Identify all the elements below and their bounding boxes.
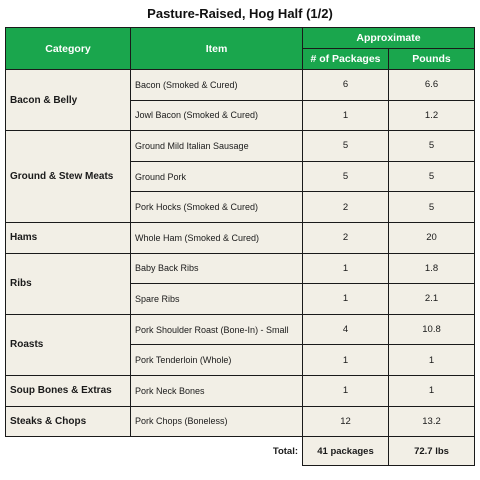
pounds-cell: 1 (389, 345, 475, 376)
category-cell: Hams (6, 222, 131, 253)
table-row (6, 131, 475, 162)
item-cell: Jowl Bacon (Smoked & Cured) (131, 100, 303, 131)
approximate-header: Approximate (303, 28, 475, 49)
total-label: Total: (131, 437, 303, 466)
packages-cell: 1 (303, 345, 389, 376)
packages-cell: 6 (303, 70, 389, 101)
pounds-cell: 1.8 (389, 253, 475, 284)
packages-cell: 5 (303, 131, 389, 162)
category-cell: Soup Bones & Extras (6, 375, 131, 406)
pounds-cell: 2.1 (389, 284, 475, 315)
item-cell: Pork Tenderloin (Whole) (131, 345, 303, 376)
packages-cell: 12 (303, 406, 389, 437)
pounds-cell: 1.2 (389, 100, 475, 131)
item-cell: Ground Mild Italian Sausage (131, 131, 303, 162)
pounds-cell: 5 (389, 131, 475, 162)
item-cell: Pork Shoulder Roast (Bone-In) - Small (131, 314, 303, 345)
pounds-cell: 5 (389, 161, 475, 192)
pounds-cell: 5 (389, 192, 475, 223)
category-cell: Ribs (6, 253, 131, 314)
table-row (6, 375, 475, 406)
total-pounds: 72.7 lbs (389, 437, 475, 466)
packages-cell: 2 (303, 192, 389, 223)
totals-spacer (6, 437, 131, 466)
packages-cell: 2 (303, 222, 389, 253)
table-row (6, 314, 475, 345)
pounds-header: Pounds (389, 49, 475, 70)
totals-row (6, 437, 475, 466)
table-row (6, 222, 475, 253)
item-cell: Bacon (Smoked & Cured) (131, 70, 303, 101)
item-cell: Pork Neck Bones (131, 375, 303, 406)
table-row (6, 70, 475, 101)
item-cell: Baby Back Ribs (131, 253, 303, 284)
packages-cell: 4 (303, 314, 389, 345)
pounds-cell: 13.2 (389, 406, 475, 437)
pounds-cell: 20 (389, 222, 475, 253)
item-cell: Whole Ham (Smoked & Cured) (131, 222, 303, 253)
page-title: Pasture-Raised, Hog Half (1/2) (147, 6, 333, 21)
category-cell: Steaks & Chops (6, 406, 131, 437)
total-packages: 41 packages (303, 437, 389, 466)
category-cell: Bacon & Belly (6, 70, 131, 131)
pounds-cell: 6.6 (389, 70, 475, 101)
packages-cell: 1 (303, 375, 389, 406)
table-body (6, 70, 475, 437)
item-header: Item (131, 28, 303, 70)
item-cell: Pork Chops (Boneless) (131, 406, 303, 437)
item-cell: Ground Pork (131, 161, 303, 192)
category-cell: Roasts (6, 314, 131, 375)
packages-cell: 1 (303, 100, 389, 131)
packages-cell: 1 (303, 284, 389, 315)
packages-header: # of Packages (303, 49, 389, 70)
item-cell: Pork Hocks (Smoked & Cured) (131, 192, 303, 223)
packages-cell: 5 (303, 161, 389, 192)
table-row (6, 406, 475, 437)
category-cell: Ground & Stew Meats (6, 131, 131, 223)
hog-half-table (5, 27, 475, 466)
pounds-cell: 10.8 (389, 314, 475, 345)
item-cell: Spare Ribs (131, 284, 303, 315)
category-header: Category (6, 28, 131, 70)
pounds-cell: 1 (389, 375, 475, 406)
table-row (6, 253, 475, 284)
packages-cell: 1 (303, 253, 389, 284)
